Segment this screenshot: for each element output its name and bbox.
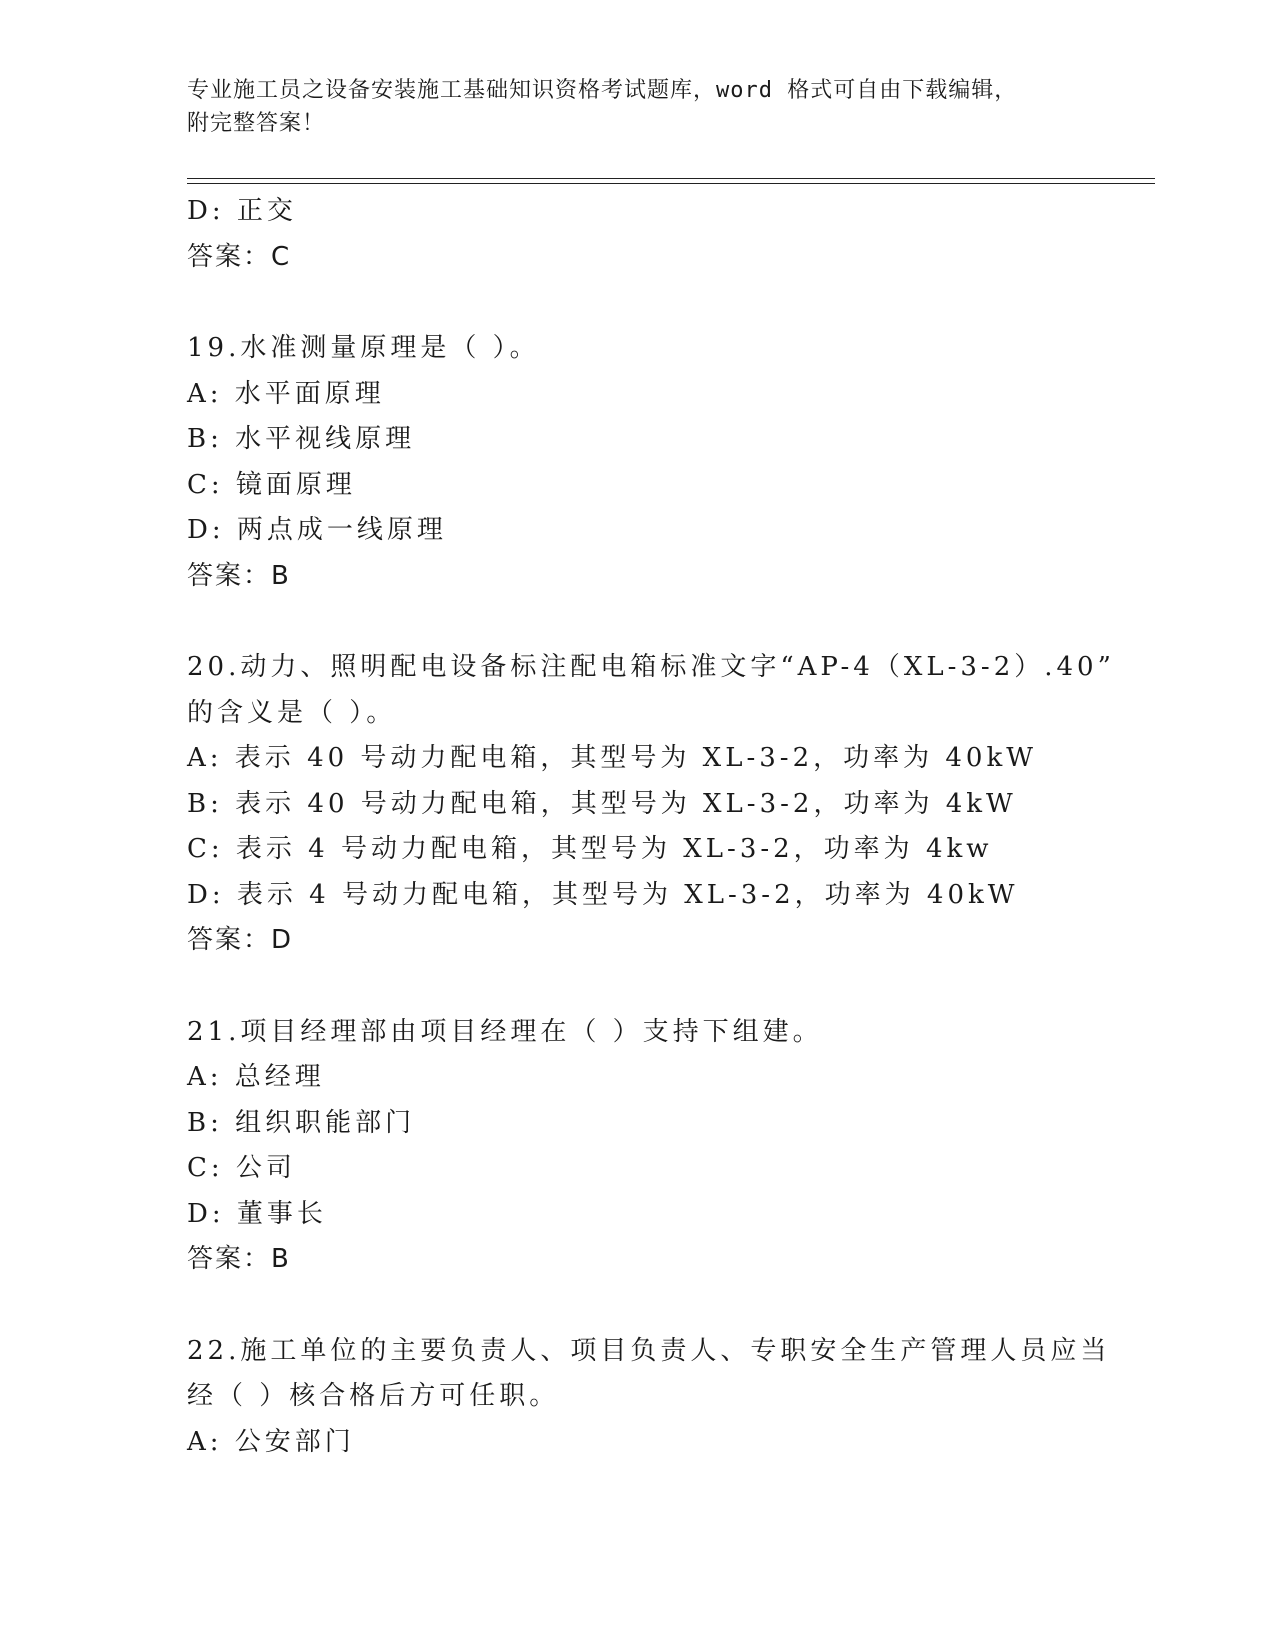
option-a: A: 公安部门 [187, 1426, 355, 1457]
option-d: D: 表示 4 号动力配电箱，其型号为 XL-3-2，功率为 40kW [187, 879, 1019, 910]
answer: 答案：B [187, 560, 291, 591]
header-divider-bottom [187, 183, 1155, 184]
option-c: C: 镜面原理 [187, 469, 356, 500]
option-b: B: 表示 40 号动力配电箱，其型号为 XL-3-2，功率为 4kW [187, 788, 1017, 819]
spacer [187, 964, 1155, 1010]
option-c: C: 表示 4 号动力配电箱，其型号为 XL-3-2，功率为 4kw [187, 834, 993, 864]
question-20 [187, 645, 1155, 964]
answer: 答案：D [187, 925, 294, 955]
option-a: A: 水平面原理 [187, 378, 385, 409]
question-21 [187, 1010, 1155, 1283]
question-stem: 22.施工单位的主要负责人、项目负责人、专职安全生产管理人员应当 [187, 1335, 1111, 1366]
question-stem: 19.水准测量原理是（ ）。 [187, 333, 540, 363]
question-19 [187, 326, 1155, 599]
option-b: B: 水平视线原理 [187, 424, 416, 454]
document-header [187, 74, 1067, 140]
question-content [187, 189, 1155, 1465]
option-d: D: 董事长 [187, 1198, 327, 1229]
spacer [187, 280, 1155, 326]
option-a: A: 表示 40 号动力配电箱，其型号为 XL-3-2，功率为 40kW [187, 743, 1037, 773]
question-stem-continued: 经（ ）核合格后方可任职。 [187, 1381, 560, 1411]
header-line-1: 专业施工员之设备安装施工基础知识资格考试题库，word 格式可自由下载编辑， [187, 78, 1018, 103]
prev-answer: 答案：C [187, 241, 292, 272]
question-stem-continued: 的含义是（ ）。 [187, 697, 397, 728]
header-divider-top [187, 178, 1155, 179]
answer: 答案：B [187, 1244, 291, 1274]
option-d: D: 两点成一线原理 [187, 515, 447, 545]
prev-option-d: D: 正交 [187, 196, 297, 226]
option-a: A: 总经理 [187, 1062, 325, 1092]
option-b: B: 组织职能部门 [187, 1107, 416, 1138]
option-c: C: 公司 [187, 1153, 296, 1183]
spacer [187, 599, 1155, 645]
question-stem: 20.动力、照明配电设备标注配电箱标准文字“AP-4（XL-3-2）.40” [187, 652, 1115, 682]
question-22 [187, 1329, 1155, 1466]
question-stem: 21.项目经理部由项目经理在（ ）支持下组建。 [187, 1016, 823, 1047]
header-line-2: 附完整答案！ [187, 111, 326, 136]
spacer [187, 1283, 1155, 1329]
